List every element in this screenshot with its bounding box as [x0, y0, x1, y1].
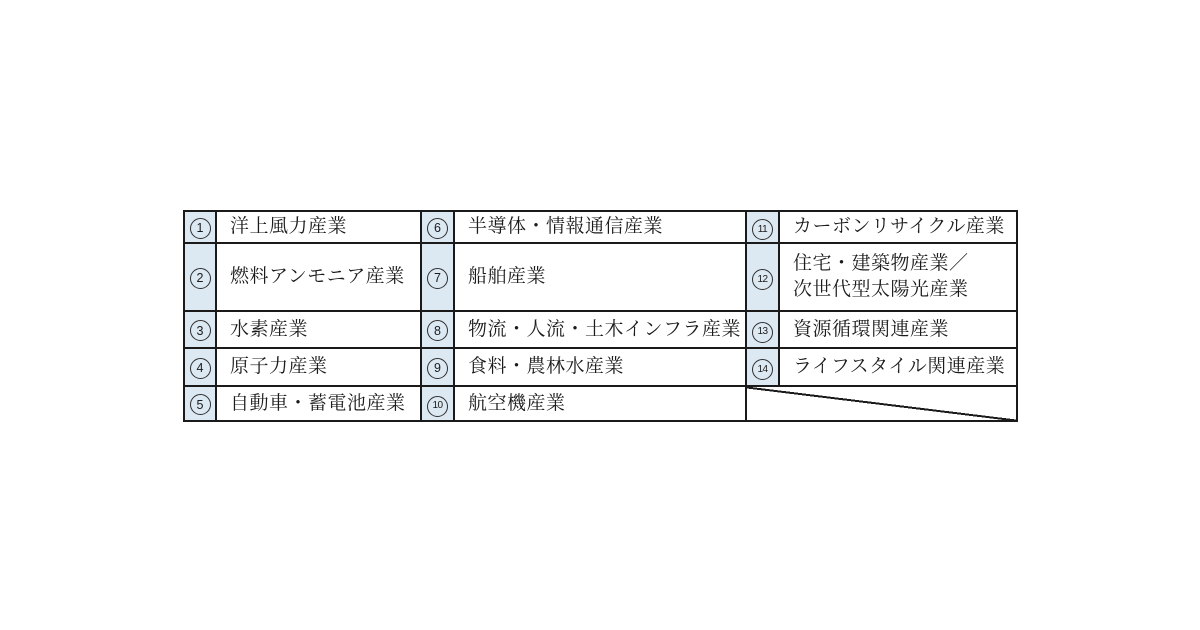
table-row-5 [184, 386, 1017, 421]
industry-label-7: 船舶産業 [454, 243, 746, 311]
table-row-3 [184, 311, 1017, 348]
table-row-4 [184, 348, 1017, 386]
industry-label-3: 水素産業 [216, 311, 421, 348]
circled-number-1: 1 [190, 218, 211, 239]
circled-number-12: 12 [752, 269, 773, 290]
industry-label-13: 資源循環関連産業 [779, 311, 1017, 348]
industry-label-11: カーボンリサイクル産業 [779, 211, 1017, 243]
number-cell-12 [746, 243, 779, 311]
industry-label-14: ライフスタイル関連産業 [779, 348, 1017, 386]
circled-number-2: 2 [190, 268, 211, 289]
industry-label-9: 食料・農林水産業 [454, 348, 746, 386]
industry-label-12 [779, 243, 1017, 311]
industry-label-8: 物流・人流・土木インフラ産業 [454, 311, 746, 348]
circled-number-3: 3 [190, 320, 211, 341]
industry-table [183, 210, 1018, 422]
circled-number-4: 4 [190, 358, 211, 379]
number-cell-13 [746, 311, 779, 348]
table-row-1 [184, 211, 1017, 243]
number-cell-3 [184, 311, 216, 348]
number-cell-9 [421, 348, 454, 386]
industry-label-4: 原子力産業 [216, 348, 421, 386]
number-cell-11 [746, 211, 779, 243]
table-row-2 [184, 243, 1017, 311]
circled-number-6: 6 [427, 218, 448, 239]
circled-number-14: 14 [752, 359, 773, 380]
circled-number-11: 11 [752, 219, 773, 240]
circled-number-5: 5 [190, 394, 211, 415]
circled-number-7: 7 [427, 268, 448, 289]
industry-label-6: 半導体・情報通信産業 [454, 211, 746, 243]
number-cell-4 [184, 348, 216, 386]
number-cell-2 [184, 243, 216, 311]
number-cell-5 [184, 386, 216, 421]
industry-label-12-line2: 次世代型太陽光産業 [793, 279, 969, 300]
circled-number-8: 8 [427, 320, 448, 341]
circled-number-10: 10 [427, 396, 448, 417]
number-cell-1 [184, 211, 216, 243]
number-cell-6 [421, 211, 454, 243]
circled-number-13: 13 [752, 322, 773, 343]
industry-label-10: 航空機産業 [454, 386, 746, 421]
industry-label-2: 燃料アンモニア産業 [216, 243, 421, 311]
number-cell-8 [421, 311, 454, 348]
number-cell-14 [746, 348, 779, 386]
industry-label-12-line1: 住宅・建築物産業／ [793, 253, 969, 275]
circled-number-9: 9 [427, 358, 448, 379]
diagonal-slash-cell [746, 386, 1017, 421]
number-cell-7 [421, 243, 454, 311]
industry-label-5: 自動車・蓄電池産業 [216, 386, 421, 421]
number-cell-10 [421, 386, 454, 421]
industry-label-1: 洋上風力産業 [216, 211, 421, 243]
